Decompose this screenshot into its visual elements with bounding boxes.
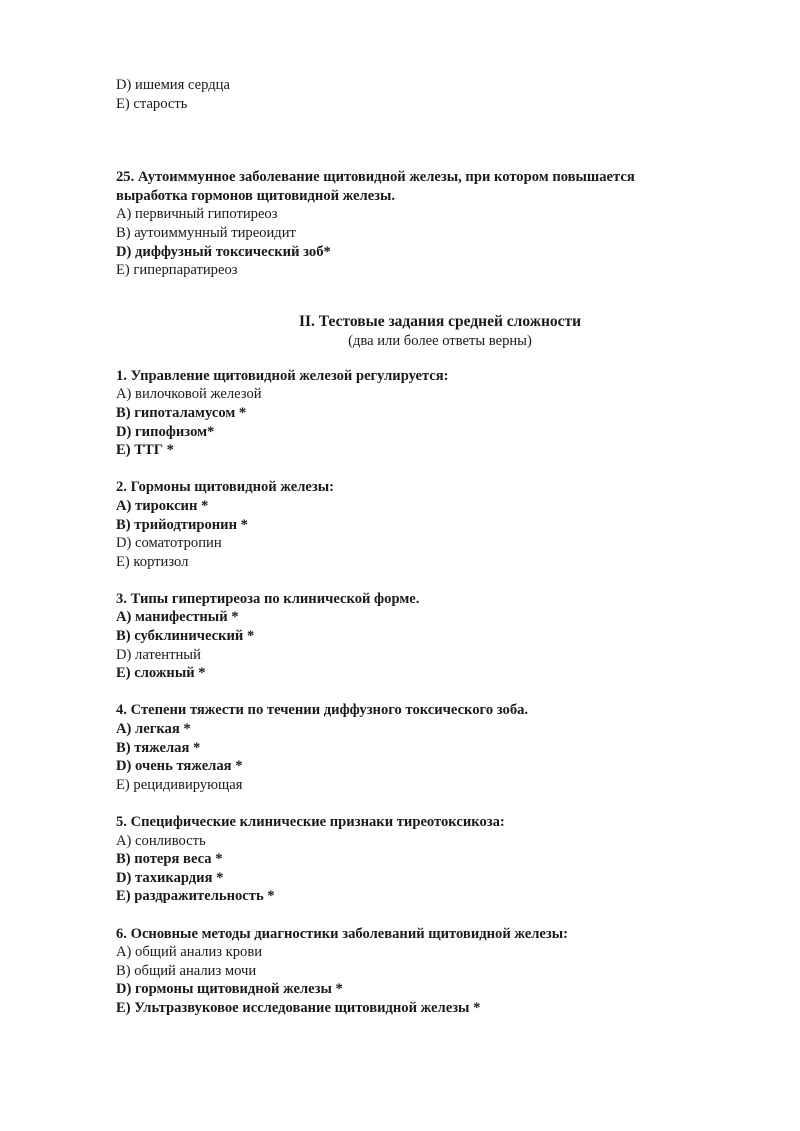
answer-option-correct: D) диффузный токсический зоб*	[116, 243, 331, 260]
answer-option: B) аутоиммунный тиреоидит	[116, 224, 296, 241]
answer-option: D) соматотропин	[116, 535, 222, 552]
answer-option-correct: E) Ультразвуковое исследование щитовидной железы *	[116, 999, 481, 1016]
answer-option-correct: D) гипофизом*	[116, 423, 215, 440]
answer-option-correct: D) тахикардия *	[116, 869, 224, 886]
question-title: 2. Гормоны щитовидной железы:	[116, 479, 335, 496]
question-5	[116, 813, 716, 906]
document-page	[116, 76, 716, 1018]
question-2	[116, 478, 716, 571]
question-3	[116, 590, 716, 683]
answer-option-correct: D) очень тяжелая *	[116, 758, 243, 775]
prev-question-options	[116, 76, 716, 113]
answer-option-correct: B) гипоталамусом *	[116, 404, 247, 421]
answer-option: B) общий анализ мочи	[116, 962, 257, 979]
answer-option: E) старость	[116, 95, 188, 112]
answer-option: A) вилочковой железой	[116, 386, 262, 403]
answer-option-correct: E) ТТГ *	[116, 442, 174, 459]
question-title: 1. Управление щитовидной железой регулируется:	[116, 367, 449, 384]
section-title: II. Тестовые задания средней сложности	[298, 312, 582, 330]
answer-option-correct: D) гормоны щитовидной железы *	[116, 981, 343, 998]
question-6	[116, 925, 716, 1018]
answer-option: E) кортизол	[116, 553, 189, 570]
answer-option-correct: A) манифестный *	[116, 609, 239, 626]
answer-option-correct: B) потеря веса *	[116, 851, 223, 868]
section-subtitle: (два или более ответы верны)	[348, 332, 532, 349]
question-title: 4. Степени тяжести по течении диффузного токсического зоба.	[116, 702, 529, 719]
answer-option-correct: B) тяжелая *	[116, 739, 201, 756]
question-title: 6. Основные методы диагностики заболеваний щитовидной железы:	[116, 925, 569, 942]
answer-option: D) латентный	[116, 646, 201, 663]
answer-option: E) гиперпаратиреоз	[116, 262, 238, 279]
section-heading	[140, 312, 740, 351]
answer-option: A) общий анализ крови	[116, 944, 263, 961]
question-list	[116, 367, 716, 1018]
question-title: 25. Аутоиммунное заболевание щитовидной железы, при котором повышается выработка гормонов щитовидной железы.	[116, 169, 635, 204]
answer-option: E) рецидивирующая	[116, 776, 243, 793]
answer-option-correct: B) трийодтиронин *	[116, 516, 248, 533]
answer-option-correct: A) тироксин *	[116, 497, 209, 514]
answer-option-correct: B) субклинический *	[116, 628, 255, 645]
question-4	[116, 701, 716, 794]
answer-option-correct: A) легкая *	[116, 721, 191, 738]
question-25	[116, 168, 716, 280]
question-1	[116, 367, 716, 460]
question-title: 5. Специфические клинические признаки тиреотоксикоза:	[116, 814, 505, 830]
answer-option-correct: E) сложный *	[116, 665, 206, 682]
question-title: 3. Типы гипертиреоза по клинической форме.	[116, 590, 420, 607]
answer-option: A) сонливость	[116, 832, 206, 849]
answer-option: A) первичный гипотиреоз	[116, 206, 278, 223]
answer-option: D) ишемия сердца	[116, 77, 230, 93]
answer-option-correct: E) раздражительность *	[116, 888, 275, 905]
